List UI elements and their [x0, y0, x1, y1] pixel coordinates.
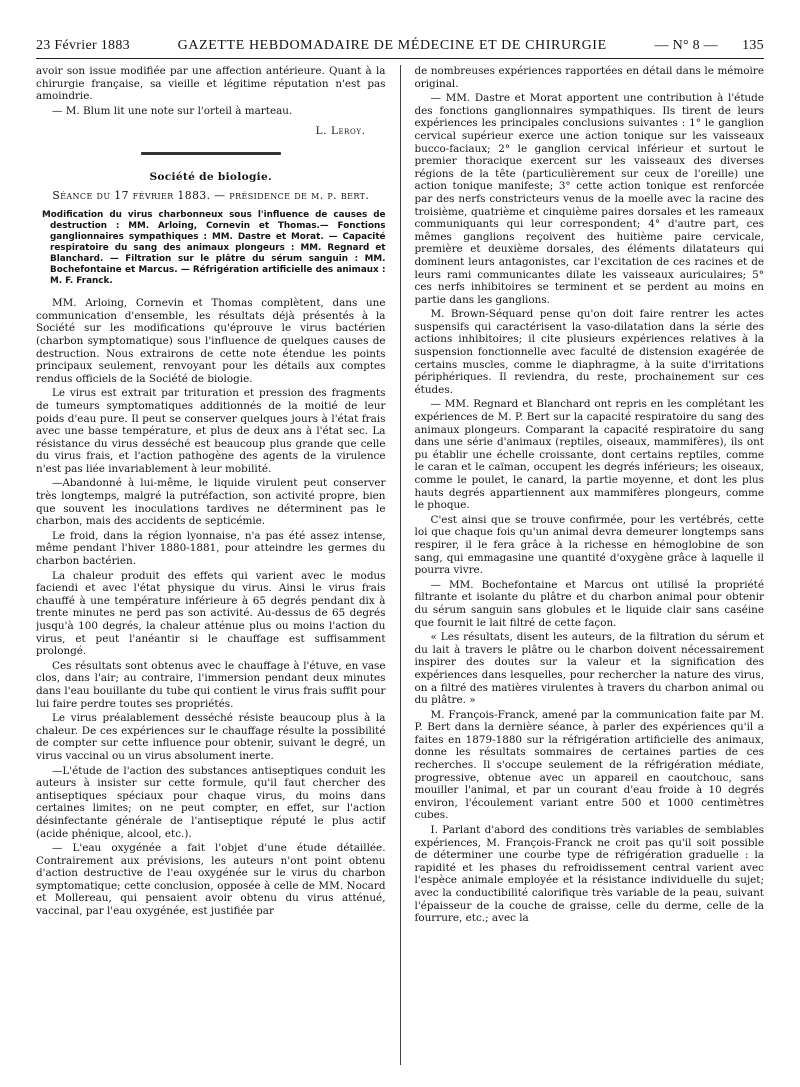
left-column — [36, 65, 386, 1065]
journal-title: GAZETTE HEBDOMADAIRE DE MÉDECINE ET DE CHIRURGIE — [177, 38, 607, 53]
paragraph: « Les résultats, disent les auteurs, de la filtration du sérum et du lait à travers le plâtre ou le charbon doivent nécessairement inspirer des doutes sur la valeur et la signification des expériences dans lesquelles, pour rechercher la nature des virus, on a filtré des matières virulentes à travers du charbon animal ou du plâtre. » — [414, 631, 764, 707]
paragraph: — M. Blum lit une note sur l'orteil à marteau. — [52, 104, 293, 117]
paragraph: — MM. Bochefontaine et Marcus ont utilisé la propriété filtrante et isolante du plâtre et du charbon animal pour obtenir du sérum sanguin sans globules et le liquide clair sans caséine que fournit le lait filtré de cette façon. — [414, 578, 764, 629]
paragraph: Le virus est extrait par trituration et pression des fragments de tumeurs symptomatiques additionnés de la moitié de leur poids d'eau pure. Il peut se conserver quelques jours à l'état frais avec une basse température, et plus de deux ans à l'état sec. La résistance du virus desséché est beaucoup plus grande que celle du virus frais, et l'action pathogène des agents de la virulence n'est pas liée invariablement à leur mobilité. — [36, 387, 386, 475]
paragraph: I. Parlant d'abord des conditions très variables de semblables expériences, M. François-Franck ne croit pas qu'il soit possible de déterminer une courbe type de réfrigération graduelle : la rapidité et les phases du refroidissement central varient avec l'espèce animale employée et la résistance individuelle du sujet; avec la conductibilité calorifique très variable de la peau, suivant l'épaisseur de la couche de graisse, celle du derme, celle de la fourrure, etc.; avec la — [414, 824, 764, 925]
issue-number: — N° 8 — — [654, 38, 719, 53]
column-rule — [400, 65, 401, 1065]
session-summary: Modification du virus charbonneux sous l'influence de causes de destruction : MM. Arloing, Cornevin et Thomas.— Fonctions ganglionnaires sympathiques : MM. Dastre et Morat. — Capacité respiratoire du sang des animaux plongeurs : MM. Regnard et Blanchard. — Filtration sur le plâtre du sérum sanguin : MM. Bochefontaine et Marcus. — Réfrigération artificielle des animaux : M. F. Franck. — [42, 210, 386, 287]
paragraph: —L'étude de l'action des substances antiseptiques conduit les auteurs à insister sur cette formule, qu'il faut chercher des antiseptiques spéciaux pour chaque virus, du moins dans certaines limites; on ne peut compter, en effet, sur l'action désinfectante générale de l'antiseptique réputé le plus actif (acide phénique, alcool, etc.). — [36, 764, 386, 840]
paragraph: Ces résultats sont obtenus avec le chauffage à l'étuve, en vase clos, dans l'air; au contraire, l'immersion pendant deux minutes dans l'eau bouillante du tube qui contient le virus frais suffit pour lui faire perdre toutes ses propriétés. — [36, 659, 386, 710]
header-date: 23 Février 1883 — [36, 38, 130, 53]
section-separator — [141, 152, 281, 155]
header-right — [654, 38, 764, 54]
paragraph: — MM. Dastre et Morat apportent une contribution à l'étude des fonctions ganglionnaires sympathiques. Ils tirent de leurs expériences les principales conclusions suivantes : 1° le ganglion cervical supérieur exerce une action tonique sur les vaisseaux bucco-faciaux; 2° le ganglion cervical inférieur et surtout le premier thoracique exercent sur les vaisseaux des diverses régions de la tête (particulièrement sur ceux de l'oreille) une action tonique manifeste; 3° cette action tonique est renforcée par des nerfs constricteurs venus de la moelle avec la racine des troisième, quatrième et cinquième paires dorsales et les rameaux communiquants qui leur correspondent; 4° d'autre part, ces mêmes ganglions reçoivent des huitième paire cervicale, première et deuxième dorsales, des éléments dilatateurs qui dominent leurs antagonistes, car l'excitation de ces racines et de leurs rami communicantes dilate les vaisseaux auriculaires; 5° ces nerfs inhibitoires se terminent et se perdent au moins en partie dans les ganglions. — [414, 92, 764, 306]
author-signature: L. Leroy. — [315, 125, 366, 138]
paragraph: MM. Arloing, Cornevin et Thomas complètent, dans une communication d'ensemble, les résultats déjà présentés à la Société sur les modifications qu'éprouve le virus bactérien (charbon symptomatique) sous l'influence de quelques causes de destruction. Nous extrairons de cette note étendue les points principaux seulement, renvoyant pour les détails aux comptes rendus officiels de la Société de biologie. — [36, 297, 386, 385]
two-column-body — [36, 65, 764, 1065]
right-column — [415, 65, 765, 1065]
paragraph: C'est ainsi que se trouve confirmée, pour les vertébrés, cette loi que chaque fois qu'un animal devra demeurer longtemps sans respirer, il le fera grâce à la richesse en hémoglobine de son sang, qui emmagasine une quantité d'oxygène grâce à laquelle il pourra vivre. — [414, 513, 764, 577]
paragraph: avoir son issue modifiée par une affection antérieure. Quant à la chirurgie française, sa vieille et légitime réputation n'est pas amoindrie. — [36, 65, 386, 103]
paragraph: Le virus préalablement desséché résiste beaucoup plus à la chaleur. De ces expériences sur le chauffage résulte la possibilité de compter sur cette influence pour obtenir, suivant le degré, un virus vaccinal ou un virus absolument inerte. — [36, 712, 386, 762]
page-number: 135 — [742, 38, 764, 53]
paragraph: M. Brown-Séquard pense qu'on doit faire rentrer les actes suspensifs qui caractérisent la vaso-dilatation dans la série des actions inhibitoires; il cite plusieurs expériences relatives à la suspension fonctionnelle avec faculté de distension exagérée de certains muscles, comme le diaphragme, à la suite d'irritations périphériques. Il reviendra, du reste, prochainement sur ces études. — [414, 308, 764, 396]
paragraph: La chaleur produit des effets qui varient avec le modus faciendi et avec l'état physique du virus. Ainsi le virus frais chauffé à une température inférieure à 65 degrés pendant dix à trente minutes ne perd pas son activité. Au-dessus de 65 degrés jusqu'à 100 degrés, la chaleur atténue plus ou moins l'action du virus, et peut l'anéantir si le chauffage est suffisamment prolongé. — [36, 569, 386, 658]
paragraph: M. François-Franck, amené par la communication faite par M. P. Bert dans la dernière séance, à parler des expériences qu'il a faites en 1879-1880 sur la réfrigération artificielle des animaux, donne les résultats sommaires de certaines parties de ces recherches. Il s'occupe seulement de la réfrigération médiate, progressive, obtenue avec un appareil en caoutchouc, sans mouiller l'animal, et par un courant d'eau froide à 10 degrés environ, l'écoulement variant entre 500 et 1000 centimètres cubes. — [414, 708, 764, 822]
paragraph: de nombreuses expériences rapportées en détail dans le mémoire original. — [414, 65, 764, 90]
paragraph: Le froid, dans la région lyonnaise, n'a pas été assez intense, même pendant l'hiver 1880-1881, pour atteindre les germes du charbon bactérien. — [36, 529, 386, 568]
paragraph: — L'eau oxygénée a fait l'objet d'une étude détaillée. Contrairement aux prévisions, les auteurs n'ont point obtenu d'action destructive de l'eau oxygénée sur le virus du charbon symptomatique; cette conclusion, opposée à celle de MM. Nocard et Mollereau, qui pensaient avoir obtenu du virus atténué, vaccinal, par l'eau oxygénée, est justifiée par — [36, 842, 386, 918]
section-title: Société de biologie. — [149, 170, 273, 183]
paragraph: —Abandonné à lui-même, le liquide virulent peut conserver très longtemps, malgré la putréfaction, son activité propre, bien que souvent les inoculations tardives ne déterminent pas le charbon, mais des accidents de septicémie. — [36, 477, 386, 528]
seance-heading: Séance du 17 février 1883. — présidence de m. p. bert. — [52, 188, 370, 202]
running-header — [36, 38, 764, 59]
paragraph: — MM. Regnard et Blanchard ont repris en les complétant les expériences de M. P. Bert sur la capacité respiratoire du sang des animaux plongeurs. Comparant la capacité respiratoire du sang dans une série d'animaux (reptiles, oiseaux, mammifères), ils ont pu établir une échelle croissante, dont certains reptiles, comme le caran et le caïman, occupent les degrés inférieurs; les oiseaux, comme le poulet, le canard, la partie moyenne, et dont les plus hauts degrés appartiennent aux mammifères plongeurs, comme le phoque. — [414, 398, 764, 512]
